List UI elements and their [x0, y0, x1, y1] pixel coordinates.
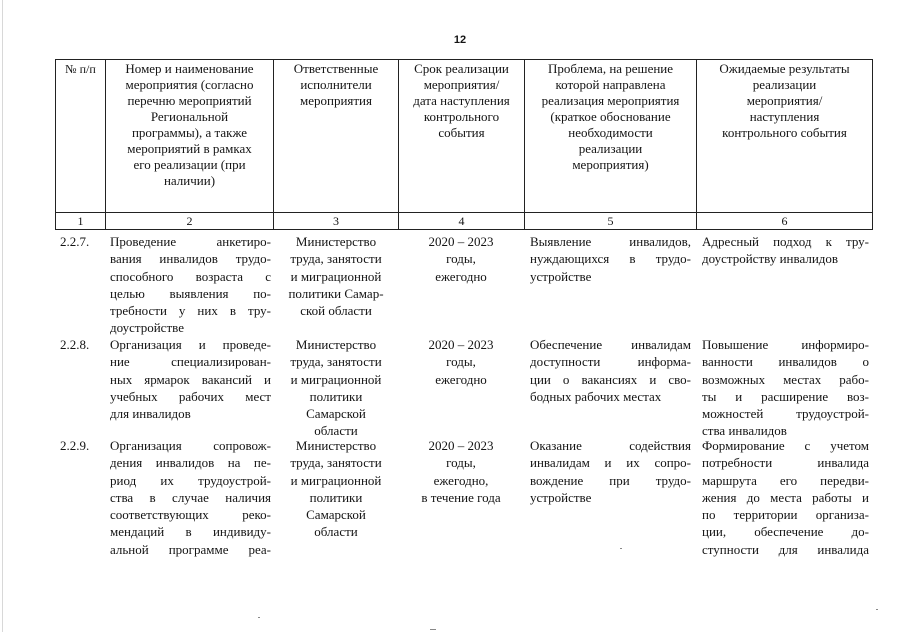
page-number: 12 [453, 34, 467, 46]
header-result: Ожидаемые результаты реализации мероприятия/ наступления контрольного события [719, 61, 850, 140]
measure-line: альной программе реа- [110, 541, 271, 557]
header-col-border [872, 59, 873, 230]
term-line: ежегодно [435, 371, 487, 387]
executor-line: политики [309, 388, 363, 404]
measure-line: дения инвалидов на пе- [110, 455, 271, 471]
measure-line: учебных рабочих мест [110, 388, 271, 404]
executor-cell [276, 437, 396, 541]
executor-line: области [314, 524, 358, 540]
problem-cell [530, 233, 691, 285]
problem-line: инвалидам и их сопро- [530, 455, 691, 471]
problem-cell [530, 437, 691, 506]
column-number: 3 [333, 214, 339, 228]
executor-cell [276, 336, 396, 440]
result-line: ступности для инвалида [702, 541, 869, 557]
result-line: потребности инвалида [702, 455, 869, 471]
term-cell [400, 437, 522, 506]
scan-edge-line [2, 0, 3, 632]
measure-line: риод их трудоустрой- [110, 472, 271, 488]
executor-line: труда, занятости [290, 354, 382, 370]
result-line: жения до места работы и [702, 489, 869, 505]
measure-line: ных ярмарок вакансий и [110, 371, 271, 387]
problem-line: устройстве [530, 489, 592, 505]
result-line: ванности инвалидов о [702, 354, 869, 370]
problem-line: нуждающихся в трудо- [530, 251, 691, 267]
result-line: маршрута его передви- [702, 472, 869, 488]
problem-line: бодных рабочих местах [530, 388, 662, 404]
problem-cell [530, 336, 691, 405]
row-number: 2.2.9. [60, 438, 90, 453]
problem-line: доступности информа- [530, 354, 691, 370]
measure-line: Организация сопровож- [110, 438, 271, 453]
term-line: годы, [446, 251, 476, 267]
table-header [55, 59, 873, 230]
measure-line: Организация и проведе- [110, 337, 271, 352]
scan-speck [430, 629, 436, 630]
term-cell [400, 233, 522, 285]
measure-line: соответствующих реко- [110, 507, 271, 523]
measure-line: ние специализирован- [110, 354, 271, 370]
term-line: 2020 – 2023 [428, 438, 494, 453]
measure-line: вания инвалидов трудо- [110, 251, 271, 267]
scan-speck [620, 548, 622, 549]
problem-line: Оказание содействия [530, 438, 691, 453]
measure-cell [110, 233, 271, 337]
executor-line: Самарской [306, 507, 366, 523]
column-number: 2 [186, 214, 193, 228]
header-num: № п/п [65, 62, 96, 76]
header-term: Срок реализации мероприятия/ дата наступления контрольного события [413, 61, 510, 140]
problem-line: ции о вакансиях и сво- [530, 371, 691, 387]
scan-speck [876, 609, 878, 610]
measure-line: для инвалидов [110, 406, 191, 422]
term-line: в течение года [421, 489, 501, 505]
measure-line: доустройстве [110, 320, 184, 336]
executor-line: политики Самар- [288, 285, 384, 301]
problem-line: Выявление инвалидов, [530, 234, 691, 249]
executor-line: области [314, 423, 358, 439]
measure-cell [110, 437, 271, 558]
problem-line: вождение при трудо- [530, 472, 691, 488]
result-cell [702, 437, 869, 558]
executor-line: и миграционной [290, 268, 382, 284]
problem-line: устройстве [530, 268, 592, 284]
measure-cell [110, 336, 271, 422]
row-number: 2.2.8. [60, 337, 90, 352]
term-cell [400, 336, 522, 388]
column-number: 4 [458, 214, 465, 228]
result-line: можностей трудоустрой- [702, 406, 869, 422]
result-line: по территории организа- [702, 507, 869, 523]
problem-line: Обеспечение инвалидам [530, 337, 691, 352]
result-line: ции, обеспечение до- [702, 524, 869, 540]
executor-line: и миграционной [290, 371, 382, 387]
header-top-border [55, 59, 873, 60]
scan-speck [258, 617, 260, 618]
result-line: ты и расширение воз- [702, 388, 869, 404]
measure-line: целью выявления по- [110, 285, 271, 301]
executor-line: Министерство [295, 337, 377, 352]
column-number: 1 [77, 214, 84, 228]
result-cell [702, 336, 869, 440]
executor-line: Министерство [295, 438, 377, 453]
executor-line: ской области [300, 303, 372, 319]
measure-line: требности у них в тру- [110, 303, 271, 319]
measure-line: ства в случае наличия [110, 489, 271, 505]
header-bottom-border [55, 229, 873, 230]
result-line: Повышение информиро- [702, 337, 869, 352]
result-line: возможных местах рабо- [702, 371, 869, 387]
result-line: Адресный подход к тру- [702, 234, 869, 249]
executor-line: труда, занятости [290, 251, 382, 267]
executor-cell [276, 233, 396, 319]
term-line: годы, [446, 455, 476, 471]
header-measure: Номер и наименование мероприятия (согласно перечню мероприятий Региональной программы), а также мероприятий в рамках его реализации (при наличии) [125, 61, 254, 188]
term-line: годы, [446, 354, 476, 370]
term-line: 2020 – 2023 [428, 337, 494, 352]
term-line: ежегодно [435, 268, 487, 284]
executor-line: политики [309, 489, 363, 505]
result-line: ства инвалидов [702, 423, 787, 439]
header-executor: Ответственные исполнители мероприятия [293, 61, 379, 108]
measure-line: Проведение анкетиро- [110, 234, 271, 249]
measure-line: мендаций в индивиду- [110, 524, 271, 540]
header-col-border [55, 59, 56, 230]
header-problem: Проблема, на решение которой направлена реализация мероприятия (краткое обоснование необходимости реализации мероприятия) [541, 61, 680, 172]
column-number: 5 [607, 214, 614, 228]
header-middle-border [55, 212, 873, 213]
executor-line: Самарской [306, 406, 366, 422]
term-line: 2020 – 2023 [428, 234, 494, 249]
result-line: Формирование с учетом [702, 438, 869, 453]
term-line: ежегодно, [433, 472, 489, 488]
executor-line: труда, занятости [290, 455, 382, 471]
executor-line: Министерство [295, 234, 377, 249]
executor-line: и миграционной [290, 472, 382, 488]
result-cell [702, 233, 869, 268]
measure-line: способного возраста с [110, 268, 271, 284]
row-number: 2.2.7. [60, 234, 90, 249]
result-line: доустройству инвалидов [702, 251, 839, 267]
column-number: 6 [781, 214, 788, 228]
